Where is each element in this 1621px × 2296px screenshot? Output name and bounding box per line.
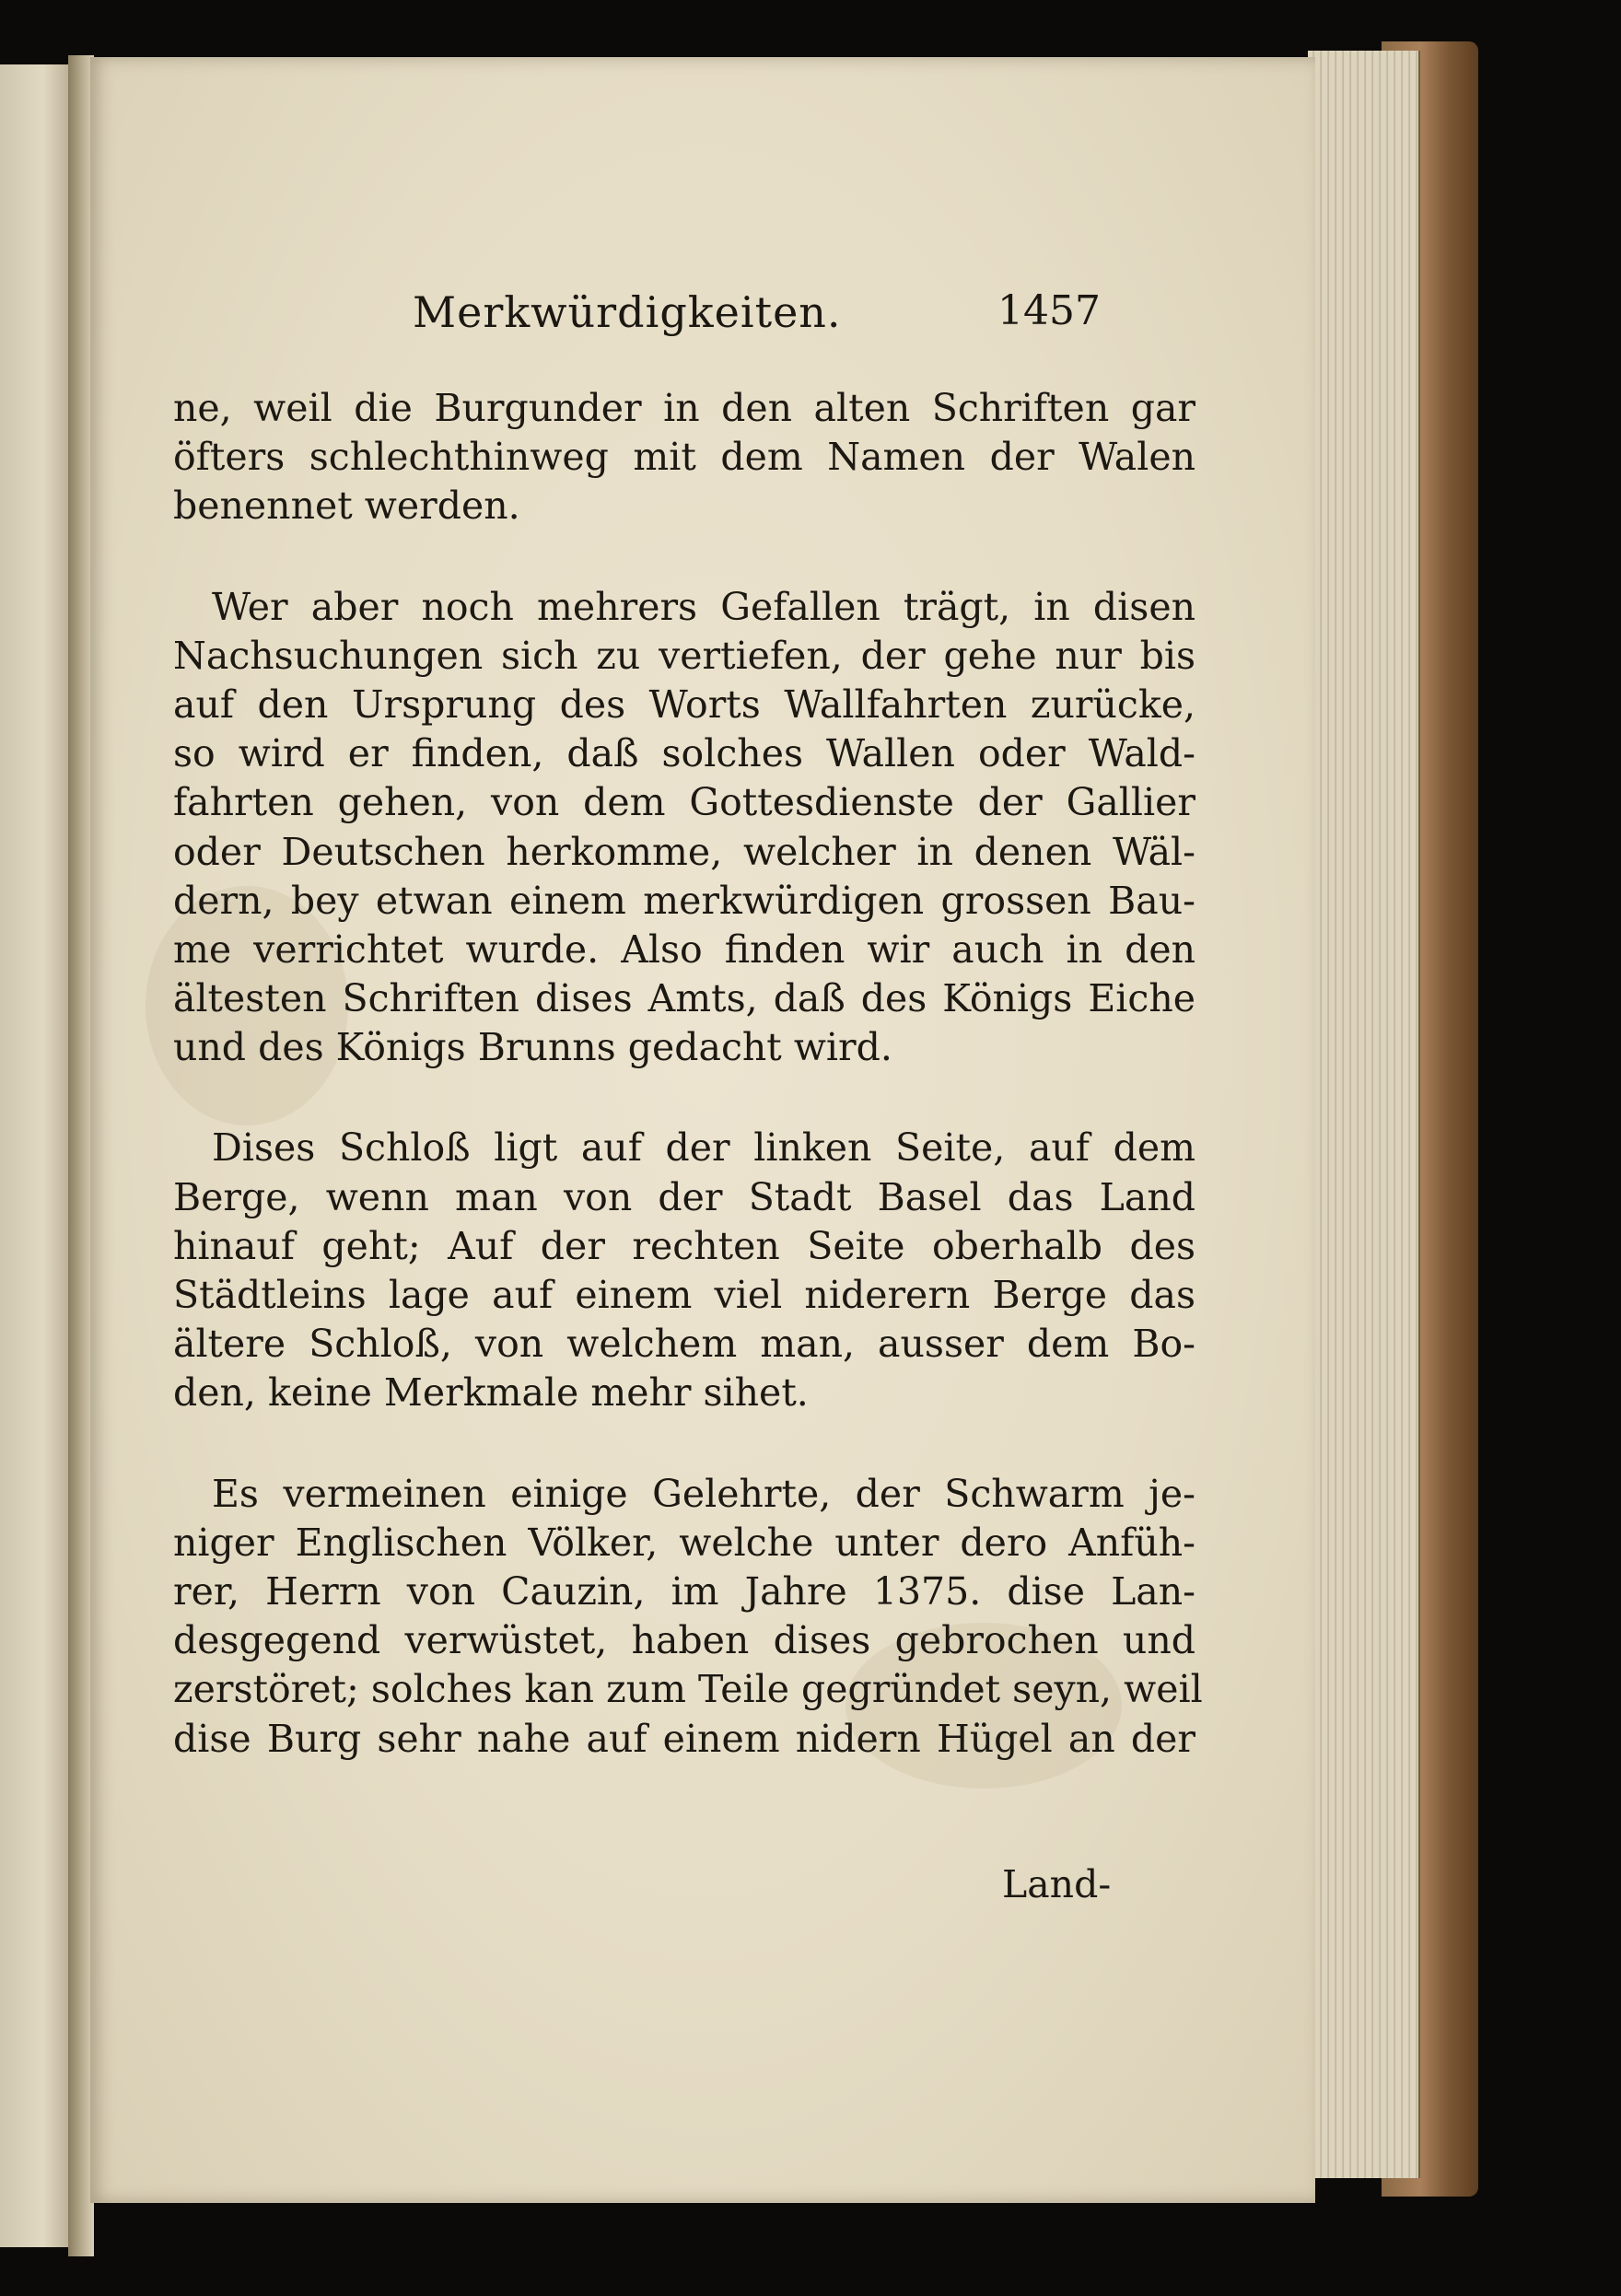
page-number: 1457 (997, 287, 1101, 334)
paragraph-4 (173, 1470, 1203, 1764)
text-line: dise Burg sehr nahe auf einem nidern Hügel an der (173, 1716, 1195, 1761)
text-line: Berge, wenn man von der Stadt Basel das Land (173, 1174, 1195, 1219)
catchword: Land- (1002, 1862, 1112, 1906)
text-line: ältere Schloß, von welchem man, ausser dem Bo- (173, 1322, 1195, 1367)
running-head (90, 287, 1315, 343)
text-line: Nachsuchungen sich zu vertiefen, der gehe nur bis (173, 633, 1195, 678)
text-line: Städtleins lage auf einem viel niderern Berge das (173, 1273, 1195, 1317)
text-line: den, keine Merkmale mehr sihet. (173, 1370, 809, 1416)
paragraph-3 (173, 1124, 1195, 1417)
text-line: me verrichtet wurde. Also finden wir auch in den (173, 927, 1195, 972)
running-head-title: Merkwürdigkeiten. (413, 287, 842, 337)
text-line: ne, weil die Burgunder in den alten Schriften gar (173, 386, 1195, 430)
text-line: dern, bey etwan einem merkwürdigen grossen Bau- (173, 878, 1195, 923)
paragraph-2 (173, 583, 1195, 1073)
text-line: Wer aber noch mehrers Gefallen trägt, in disen (212, 584, 1195, 629)
text-line: hinauf geht; Auf der rechten Seite oberhalb des (173, 1223, 1195, 1268)
book-page (90, 57, 1315, 2203)
left-page-edge (0, 64, 75, 2247)
text-line: benennet werden. (173, 484, 520, 529)
text-line: niger Englischen Völker, welche unter dero Anfüh- (173, 1520, 1195, 1565)
body-text (173, 384, 1203, 1764)
text-line: auf den Ursprung des Worts Wallfahrten zurücke, (173, 682, 1195, 727)
text-line: oder Deutschen herkomme, welcher in denen Wäl- (173, 829, 1195, 874)
text-line: fahrten gehen, von dem Gottesdienste der Gallier (173, 780, 1195, 825)
text-line: so wird er finden, daß solches Wallen oder Wald- (173, 731, 1195, 776)
page-stack-edge (1308, 51, 1420, 2178)
text-line: Es vermeinen einige Gelehrte, der Schwarm je- (212, 1471, 1195, 1516)
paragraph-1 (173, 384, 1195, 531)
text-line: zerstöret; solches kan zum Teile gegründet seyn, weil (173, 1667, 1203, 1712)
text-line: öfters schlechthinweg mit dem Namen der Walen (173, 435, 1195, 480)
text-line: rer, Herrn von Cauzin, im Jahre 1375. dise Lan- (173, 1568, 1195, 1614)
text-line: Dises Schloß ligt auf der linken Seite, auf dem (212, 1125, 1195, 1171)
text-line: ältesten Schriften dises Amts, daß des Königs Eiche (173, 976, 1195, 1021)
text-line: desgegend verwüstet, haben dises gebrochen und (173, 1618, 1195, 1663)
text-line: und des Königs Brunns gedacht wird. (173, 1025, 892, 1070)
